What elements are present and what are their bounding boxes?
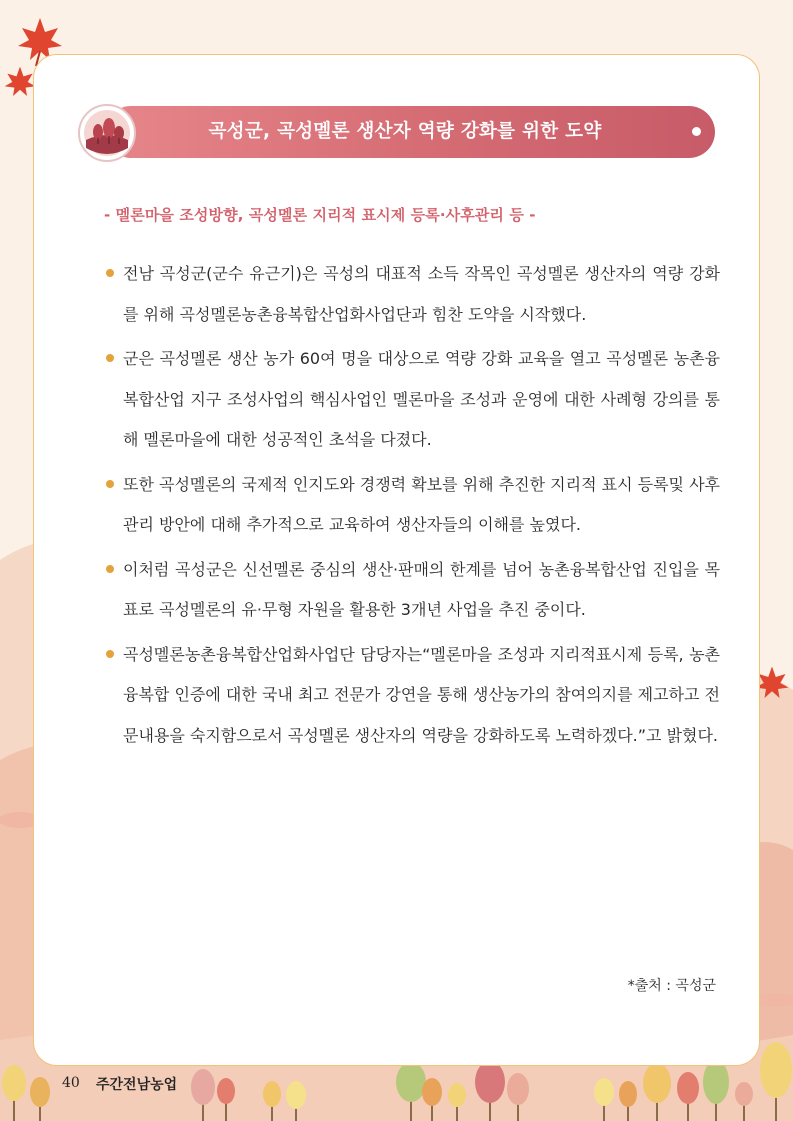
autumn-trees-emblem-icon (78, 104, 136, 162)
list-item (106, 635, 720, 757)
source-credit: *출처 : 곡성군 (627, 978, 716, 994)
list-item (106, 465, 720, 546)
list-item-text: 전남 곡성군(군수 유근기)은 곡성의 대표적 소득 작목인 곡성멜론 생산자의 역량 강화를 위해 곡성멜론농촌융복합산업화사업단과 힘찬 도약을 시작했다. (123, 264, 720, 324)
bullet-dot-icon (106, 650, 114, 658)
bullet-dot-icon (106, 354, 114, 362)
list-item-text: 군은 곡성멜론 생산 농가 60여 명을 대상으로 역량 강화 교육을 열고 곡성멜론 농촌융복합산업 지구 조성사업의 핵심사업인 멜론마을 조성과 운영에 대한 사례형 강의를 통해 멜론마을에 대한 성공적인 초석을 다졌다. (123, 349, 720, 449)
bullet-dot-icon (106, 269, 114, 277)
list-item-text: 곡성멜론농촌융복합산업화사업단 담당자는“멜론마을 조성과 지리적표시제 등록, 농촌융복합 인증에 대한 국내 최고 전문가 강연을 통해 생산농가의 참여의지를 제고하고 전문내용을 숙지함으로서 곡성멜론 생산자의 역량을 강화하도록 노력하겠다.”고 밝혔다. (123, 644, 720, 745)
bullet-dot-icon (106, 480, 114, 488)
magazine-name: 주간전남농업 (96, 1077, 178, 1093)
maple-leaf-icon (5, 67, 36, 96)
list-item (106, 550, 720, 631)
list-item-text: 또한 곡성멜론의 국제적 인지도와 경쟁력 확보를 위해 추진한 지리적 표시 등록및 사후 관리 방안에 대해 추가적으로 교육하여 생산자들의 이해를 높였다. (123, 474, 720, 534)
list-item (106, 254, 720, 335)
title-dot-icon (692, 127, 701, 136)
page-title: 곡성군, 곡성멜론 생산자 역량 강화를 위한 도약 (208, 121, 602, 142)
list-item (106, 339, 720, 461)
subtitle: - 멜론마을 조성방향, 곡성멜론 지리적 표시제 등록·사후관리 등 - (104, 206, 536, 224)
bullet-list (106, 254, 720, 760)
list-item-text: 이처럼 곡성군은 신선멜론 중심의 생산·판매의 한계를 넘어 농촌융복합산업 진입을 목표로 곡성멜론의 유·무형 자원을 활용한 3개년 사업을 추진 중이다. (123, 559, 720, 619)
page-number: 40 (62, 1075, 80, 1091)
bullet-dot-icon (106, 565, 114, 573)
